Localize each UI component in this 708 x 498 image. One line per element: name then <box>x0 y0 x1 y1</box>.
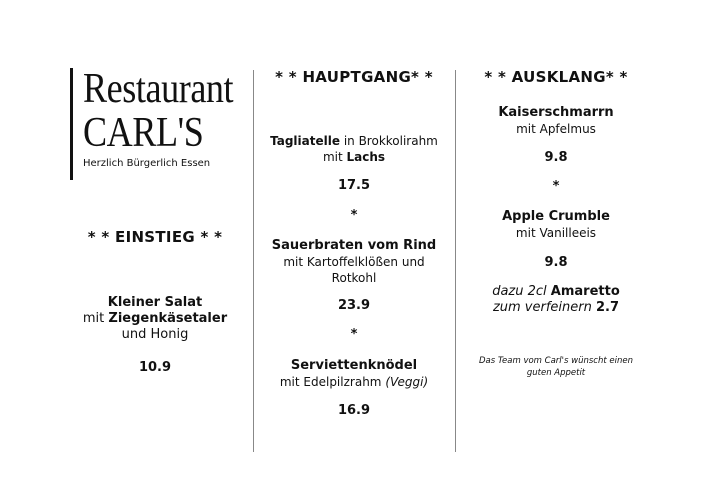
einstieg-item-salat <box>70 295 240 343</box>
hauptgang-item-sauerbraten <box>260 238 448 286</box>
extra-suffix: zum verfeinern <box>492 300 596 315</box>
item-name: Serviettenknödel <box>290 358 418 373</box>
ausklang-item-kaiserschmarrn <box>462 105 650 137</box>
hauptgang-price-serviettenknoedel: 16.9 <box>337 403 371 418</box>
extra-price: 2.7 <box>596 300 620 315</box>
item-with: mit Edelpilzrahm <box>279 375 386 389</box>
item-name: Sauerbraten vom Rind <box>271 238 437 253</box>
item-line3: und Honig <box>121 327 189 342</box>
item-with: mit <box>82 311 109 326</box>
item-line3: Rotkohl <box>331 271 377 285</box>
hauptgang-item-tagliatelle <box>260 133 448 165</box>
item-name: Kaiserschmarrn <box>498 105 614 120</box>
einstieg-price-salat: 10.9 <box>138 360 172 375</box>
brand-name-line1: Restaurant <box>83 66 234 112</box>
ausklang-extra-amaretto <box>462 284 650 316</box>
ausklang-price-kaiserschmarrn: 9.8 <box>544 150 568 165</box>
ausklang-item-apple-crumble <box>462 209 650 241</box>
note-line1: Das Team vom Carl's wünscht einen <box>479 356 633 366</box>
extra-prefix: dazu 2cl <box>492 284 551 299</box>
ausklang-separator-1: * <box>552 179 560 194</box>
extra-drink: Amaretto <box>550 284 620 299</box>
hauptgang-separator-1: * <box>350 208 358 223</box>
note-line2: guten Appetit <box>526 368 586 378</box>
item-name: Apple Crumble <box>502 209 610 224</box>
brand-tagline: Herzlich Bürgerlich Essen <box>83 158 211 169</box>
hauptgang-separator-2: * <box>350 327 358 342</box>
hauptgang-title: * * HAUPTGANG* * <box>275 68 433 86</box>
item-extra: Lachs <box>346 150 386 164</box>
item-line2: mit Vanilleeis <box>515 226 597 240</box>
column-divider-left <box>253 70 254 452</box>
column-divider-right <box>455 70 456 452</box>
item-with: mit <box>322 150 347 164</box>
item-name: Kleiner Salat <box>107 295 203 310</box>
hauptgang-item-serviettenknoedel <box>260 358 448 390</box>
item-line2: mit Apfelmus <box>516 122 596 136</box>
item-line2: mit Kartoffelklößen und <box>283 255 425 269</box>
item-veg: (Veggi) <box>385 375 429 389</box>
hauptgang-price-tagliatelle: 17.5 <box>337 178 371 193</box>
hauptgang-price-sauerbraten: 23.9 <box>337 298 371 313</box>
ausklang-note <box>462 355 650 379</box>
item-name: Tagliatelle <box>270 134 340 148</box>
einstieg-title: * * EINSTIEG * * <box>87 228 223 246</box>
item-rest: in Brokkolirahm <box>340 134 438 148</box>
item-extra: Ziegenkäsetaler <box>108 311 228 326</box>
ausklang-price-apple-crumble: 9.8 <box>544 255 568 270</box>
ausklang-column <box>462 0 650 498</box>
ausklang-title: * * AUSKLANG* * <box>484 68 628 86</box>
einstieg-column <box>70 0 240 498</box>
hauptgang-column <box>260 0 448 498</box>
brand-name-line2: CARL'S <box>83 110 204 156</box>
